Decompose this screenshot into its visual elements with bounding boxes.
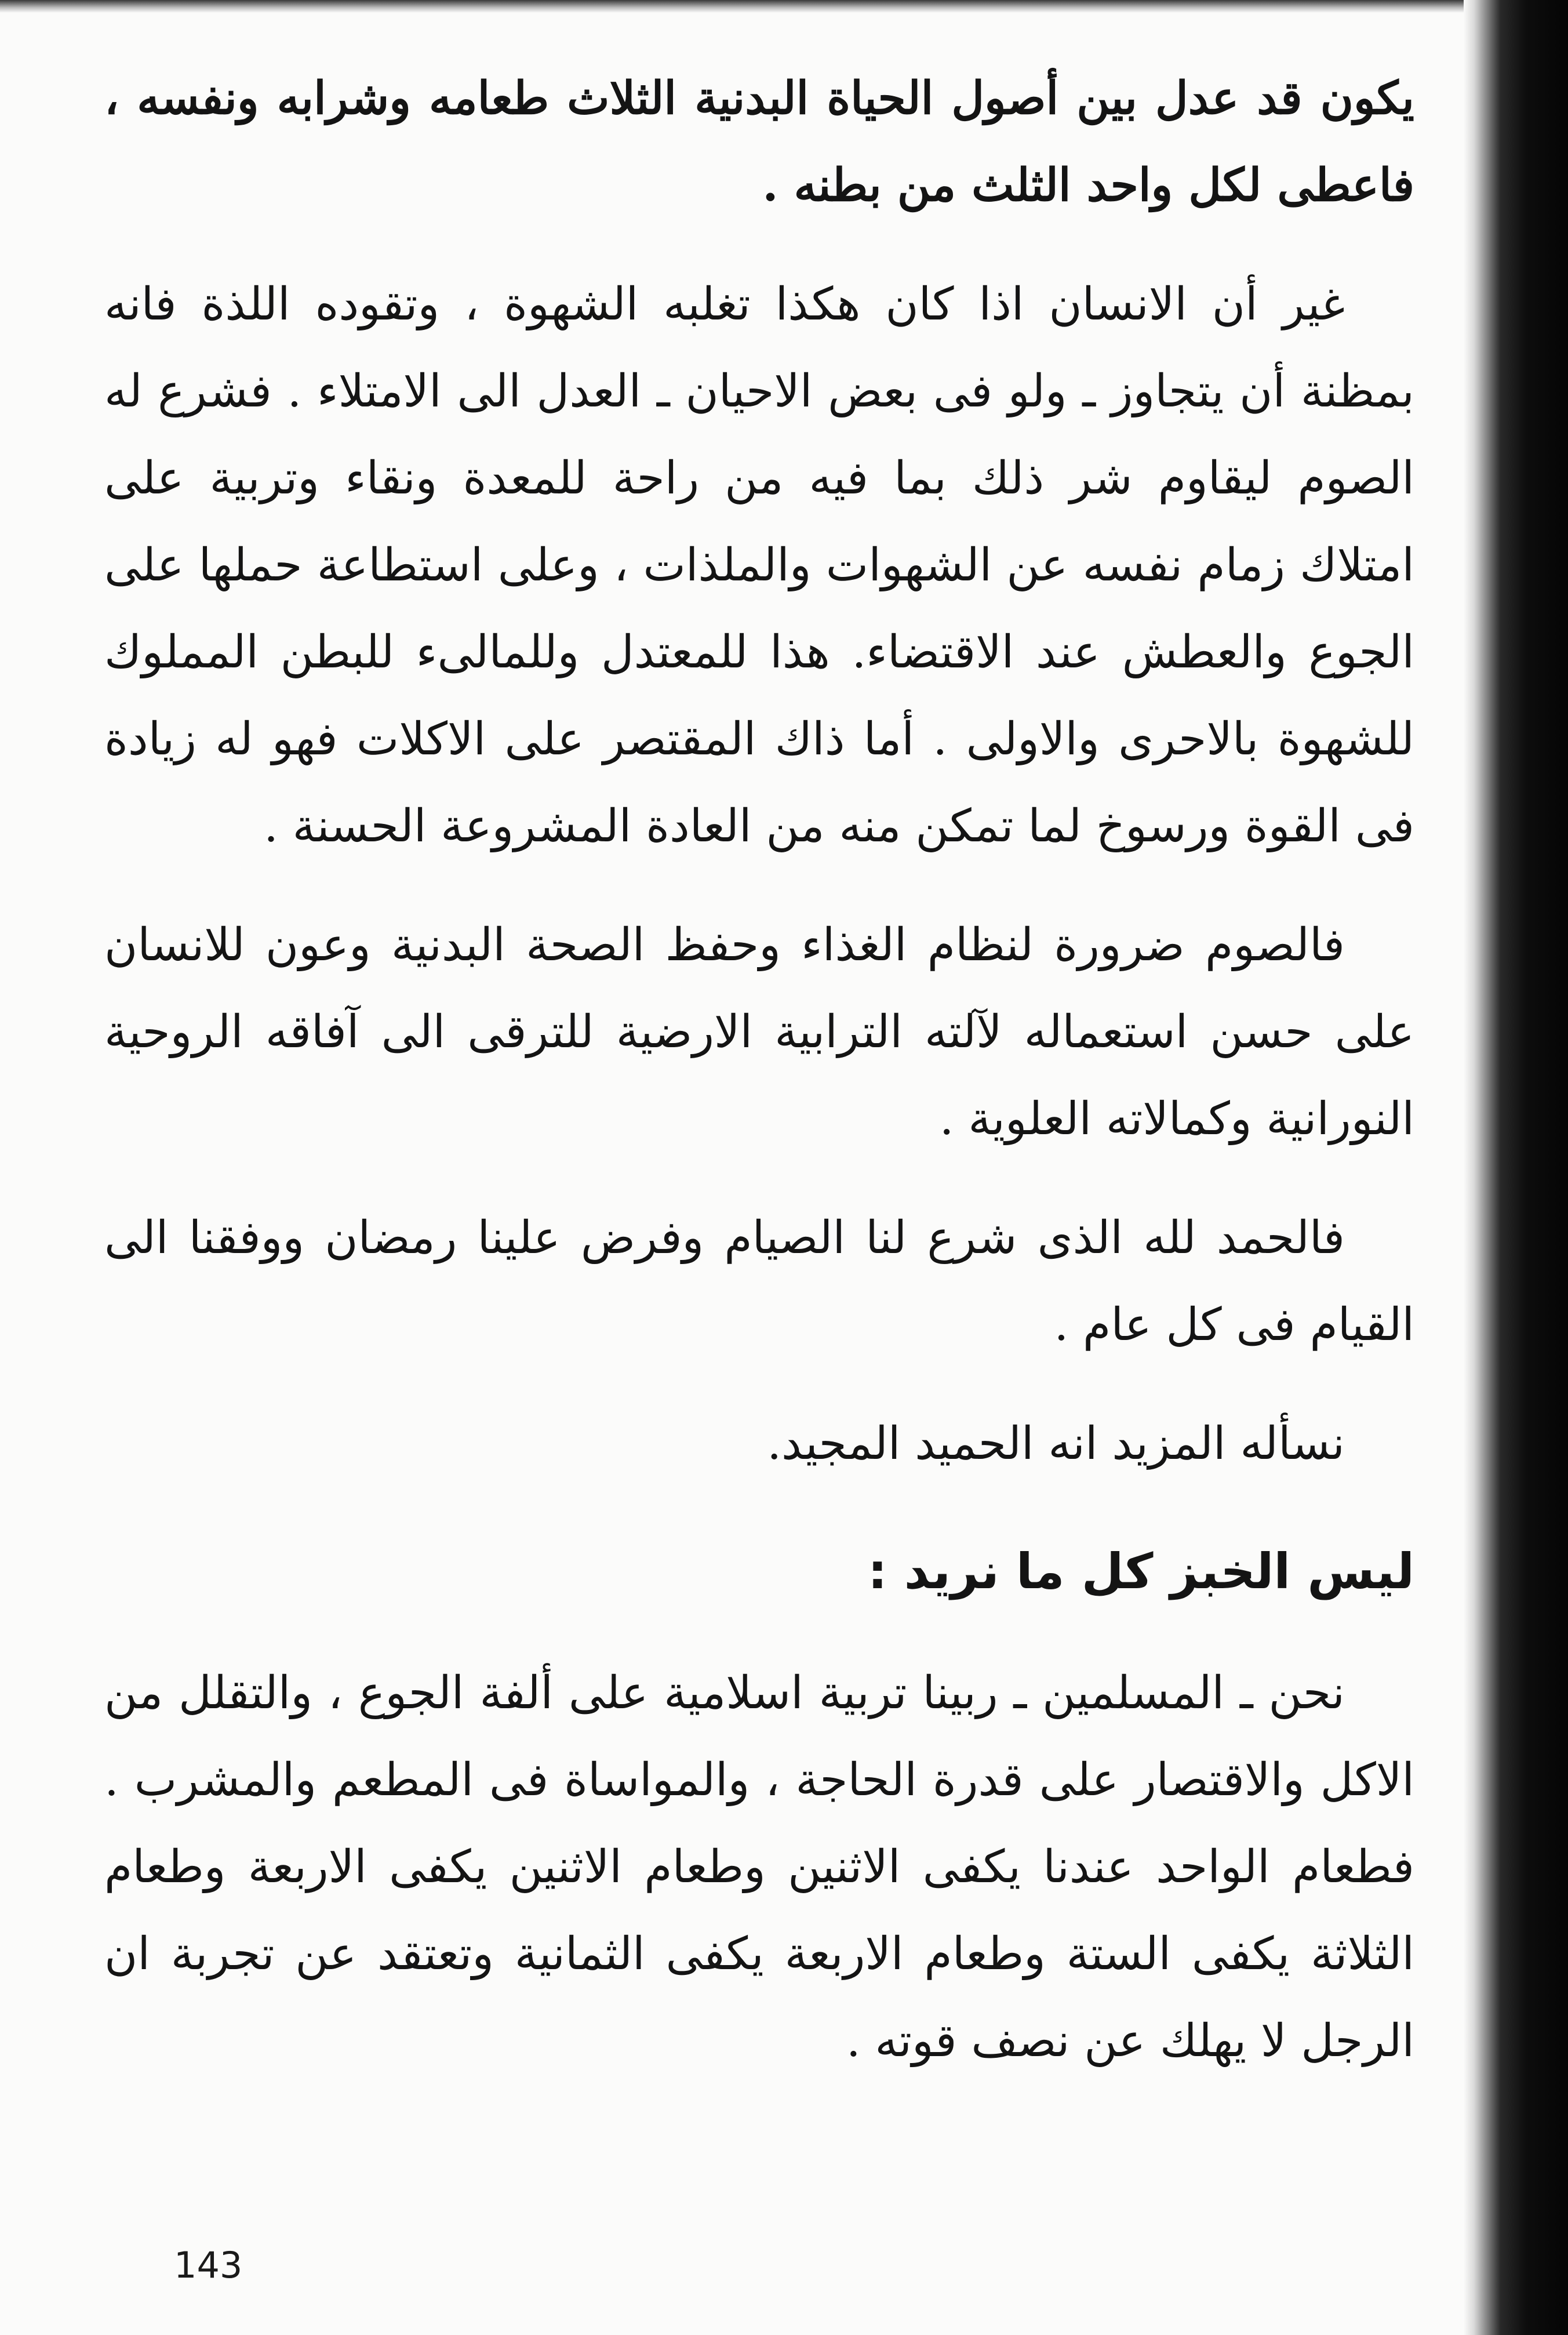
section-heading: ليس الخبز كل ما نريد : — [867, 1543, 1414, 1600]
book-binding-shadow — [1464, 0, 1568, 2335]
section-paragraph-1: نحن ـ المسلمين ـ ربينا تربية اسلامية على ألفة الجوع ، والتقلل من الاكل والاقتصار على قدرة الحاجة ، والمواساة فى المطعم والمشرب . فطعام الواحد عندنا يكفى الاثنين وطعام الاثنين يكفى الاربعة وطعام الثلاثة يكفى الستة وطعام الاربعة يكفى الثمانية وتعتقد عن تجربة ان الرجل لا يهلك عن نصف قوته . — [104, 1667, 1414, 2067]
page-top-edge-shadow — [0, 0, 1568, 13]
page-number: 143 — [174, 2244, 243, 2286]
paragraph-1: يكون قد عدل بين أصول الحياة البدنية الثلاث طعامه وشرابه ونفسه ، فاعطى لكل واحد الثلث من بطنه . — [104, 72, 1414, 212]
paragraph-5: نسأله المزيد انه الحميد المجيد. — [767, 1418, 1345, 1470]
page-body-text — [104, 55, 1414, 2116]
paragraph-4: فالحمد لله الذى شرع لنا الصيام وفرض علينا رمضان ووفقنا الى القيام فى كل عام . — [104, 1212, 1414, 1351]
paragraph-3: فالصوم ضرورة لنظام الغذاء وحفظ الصحة البدنية وعون للانسان على حسن استعماله لآلته الترابية الارضية للترقى الى آفاقه الروحية النورانية وكمالاته العلوية . — [104, 919, 1414, 1145]
paragraph-2: غير أن الانسان اذا كان هكذا تغلبه الشهوة ، وتقوده اللذة فانه بمظنة أن يتجاوز ـ ولو فى بعض الاحيان ـ العدل الى الامتلاء . فشرع له الصوم ليقاوم شر ذلك بما فيه من راحة للمعدة ونقاء وتربية على امتلاك زمام نفسه عن الشهوات والملذات ، وعلى استطاعة حملها على الجوع والعطش عند الاقتضاء. هذا للمعتدل وللمالىء للبطن المملوك للشهوة بالاحرى والاولى . أما ذاك المقتصر على الاكلات فهو له زيادة فى القوة ورسوخ لما تمكن منه من العادة المشروعة الحسنة . — [104, 278, 1415, 852]
